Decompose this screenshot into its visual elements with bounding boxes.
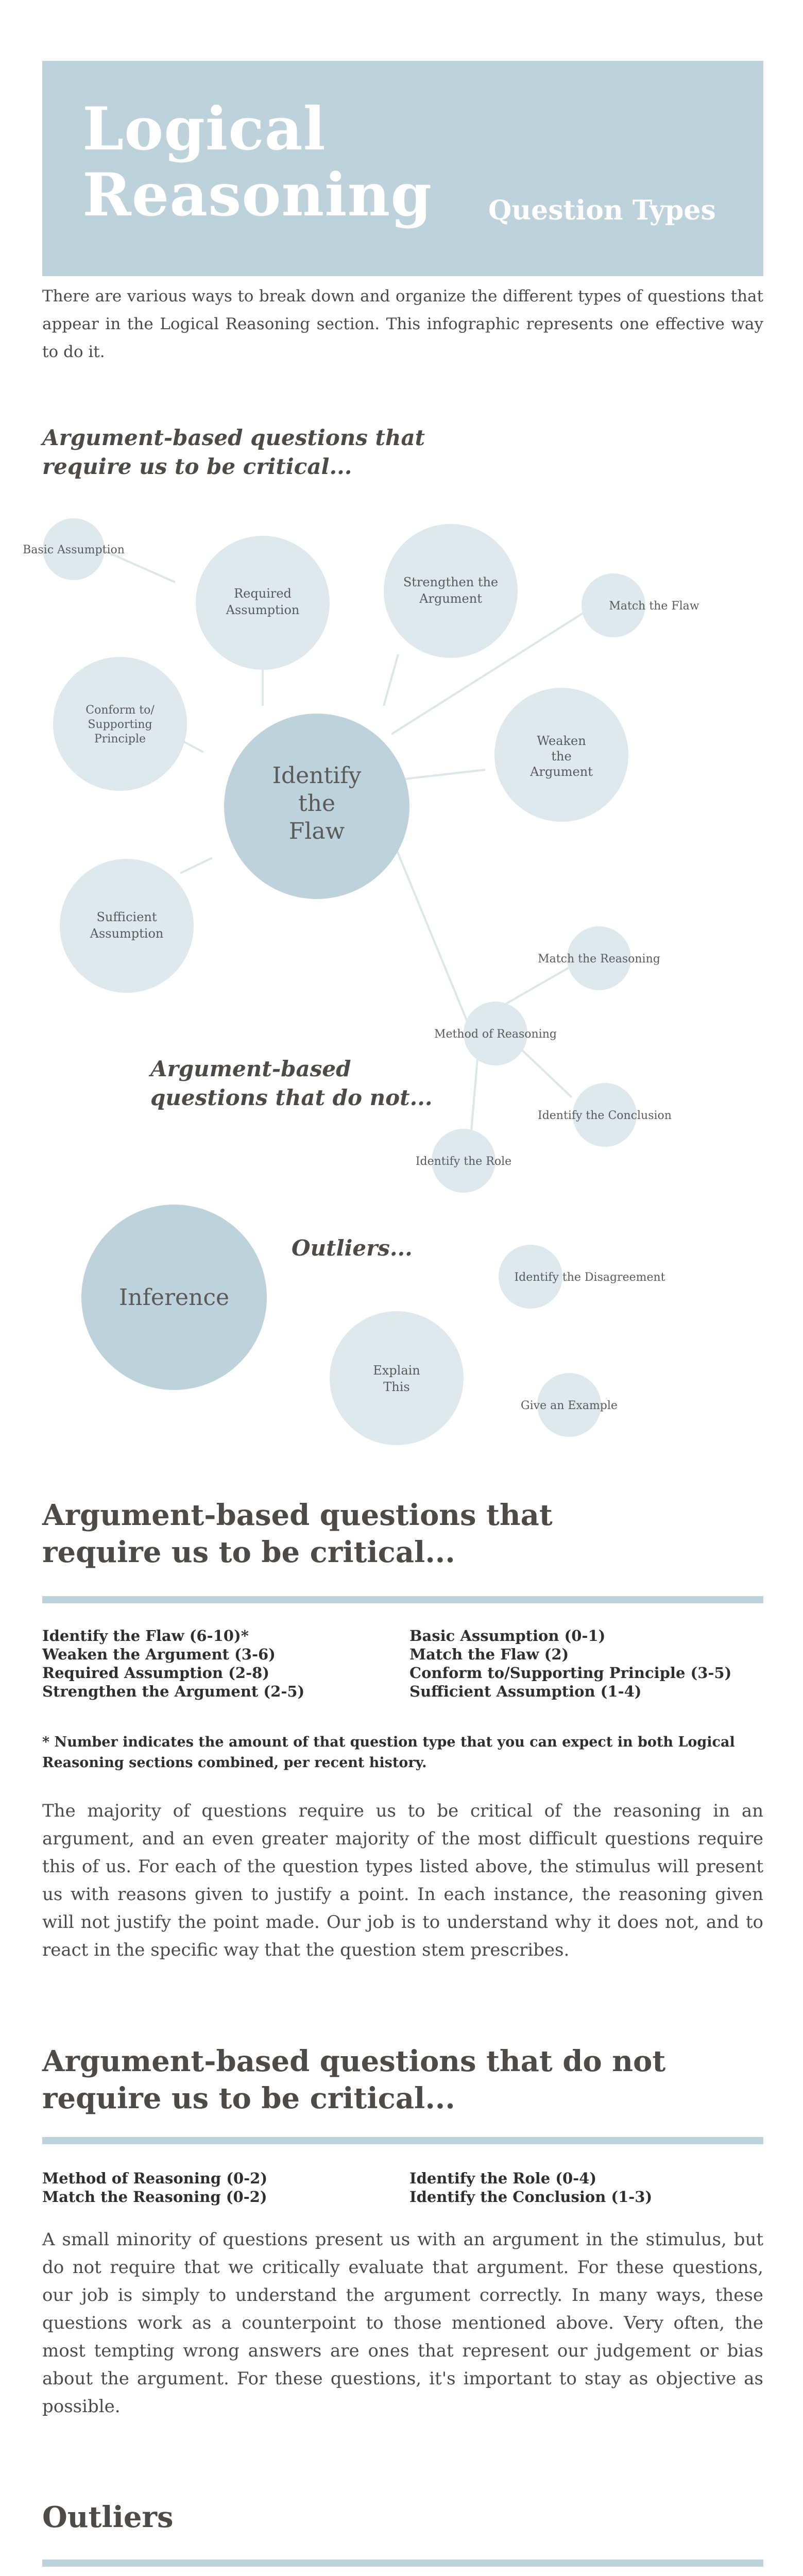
list-item: Identify the Role (0-4) — [409, 2170, 597, 2187]
section2-rule — [42, 2137, 763, 2144]
list-item: Conform to/Supporting Principle (3-5) — [409, 1664, 732, 1682]
list-item: Weaken the Argument (3-6) — [42, 1646, 276, 1663]
section1-title-line-1: Argument-based questions that — [42, 1498, 553, 1532]
list-item: Match the Reasoning (0-2) — [42, 2188, 267, 2206]
label-method: Method of Reasoning — [434, 1028, 557, 1041]
section1-footnote: * Number indicates the amount of that question type that you can expect in both Logical Reasoning sections combined, per recent history. — [42, 1734, 735, 1771]
section1-rule — [42, 1596, 763, 1603]
intro-text: There are various ways to break down and organize the different types of questions that appear in the Logical Reasoning section. This infographic represents one effective way to do it. — [42, 287, 763, 361]
diagram-heading-critical: Argument-based questions that require us to be critical... — [42, 425, 425, 479]
list-item: Identify the Conclusion (1-3) — [409, 2188, 653, 2206]
section2-title-line-2: require us to be critical... — [42, 2081, 455, 2115]
diagram-heading-outliers: Outliers... — [292, 1235, 413, 1261]
list-item: Basic Assumption (0-1) — [409, 1627, 606, 1645]
list-item: Strengthen the Argument (2-5) — [42, 1683, 305, 1700]
section1-list-left — [42, 1626, 304, 1701]
section1-title-line-2: require us to be critical... — [42, 1535, 455, 1569]
label-identify-flaw: Identify the Flaw — [272, 762, 362, 844]
label-match-flaw: Match the Flaw — [609, 600, 699, 613]
label-sufficient: Sufficient Assumption — [90, 910, 164, 941]
label-inference: Inference — [118, 1284, 230, 1311]
list-item: Sufficient Assumption (1-4) — [409, 1683, 642, 1700]
title-line-1: Logical — [82, 94, 326, 163]
list-item: Method of Reasoning (0-2) — [42, 2170, 268, 2187]
section1-list-right — [409, 1626, 731, 1701]
label-required-assumption: Required Assumption — [226, 586, 300, 617]
bubble-sufficient — [60, 859, 194, 993]
diagram-heading-not-critical: Argument-based questions that do not... — [150, 1056, 433, 1110]
section2-title — [42, 2043, 665, 2117]
list-item: Identify the Flaw (6-10)* — [42, 1627, 249, 1645]
section2-paragraph: A small minority of questions present us with an argument in the stimulus, but do not require that we critically evaluate that argument. For these questions, our job is simply to understand the argument correctly. In many ways, these questions work as a counterpoint to those mentioned above. Very often, the most tempting wrong answers are ones that represent our judgement or bias about the argument. For these questions, it's important to stay as objective as possible. — [42, 2229, 763, 2417]
section2-title-line-1: Argument-based questions that do not — [42, 2044, 666, 2078]
section1-title — [42, 1497, 553, 1571]
section2-list-left — [42, 2169, 267, 2206]
label-identify-disagreement: Identify the Disagreement — [514, 1271, 665, 1284]
label-match-reasoning: Match the Reasoning — [538, 953, 660, 965]
title-line-2: Reasoning — [82, 160, 433, 229]
list-item: Match the Flaw (2) — [409, 1646, 569, 1663]
list-item: Required Assumption (2-8) — [42, 1664, 270, 1682]
bubble-explain — [330, 1311, 464, 1445]
label-strengthen: Strengthen the Argument — [403, 575, 499, 606]
bubble-strengthen — [384, 524, 518, 658]
label-basic-assumption: Basic Assumption — [23, 544, 125, 556]
section1-paragraph: The majority of questions require us to be critical of the reasoning in an argument, and an even greater majority of the most difficult questions require this of us. For each of the question types listed above, the stimulus will present us with reasons given to justify a point. In each instance, the reasoning given will not justify the point made. Our job is to understand why it does not, and to react in the specific way that the question stem prescribes. — [42, 1801, 763, 1960]
page-subtitle: Question Types — [488, 195, 716, 226]
section2-list-right — [409, 2169, 652, 2206]
section3-title: Outliers — [42, 2500, 174, 2534]
label-identify-conclusion: Identify the Conclusion — [538, 1109, 672, 1122]
section3-rule — [42, 2560, 763, 2567]
label-weaken: Weaken the Argument — [530, 734, 593, 779]
label-identify-role: Identify the Role — [415, 1155, 512, 1168]
label-explain: Explain This — [373, 1363, 420, 1394]
label-give-example: Give an Example — [521, 1399, 618, 1412]
label-conform: Conform to/ Supporting Principle — [86, 704, 155, 745]
